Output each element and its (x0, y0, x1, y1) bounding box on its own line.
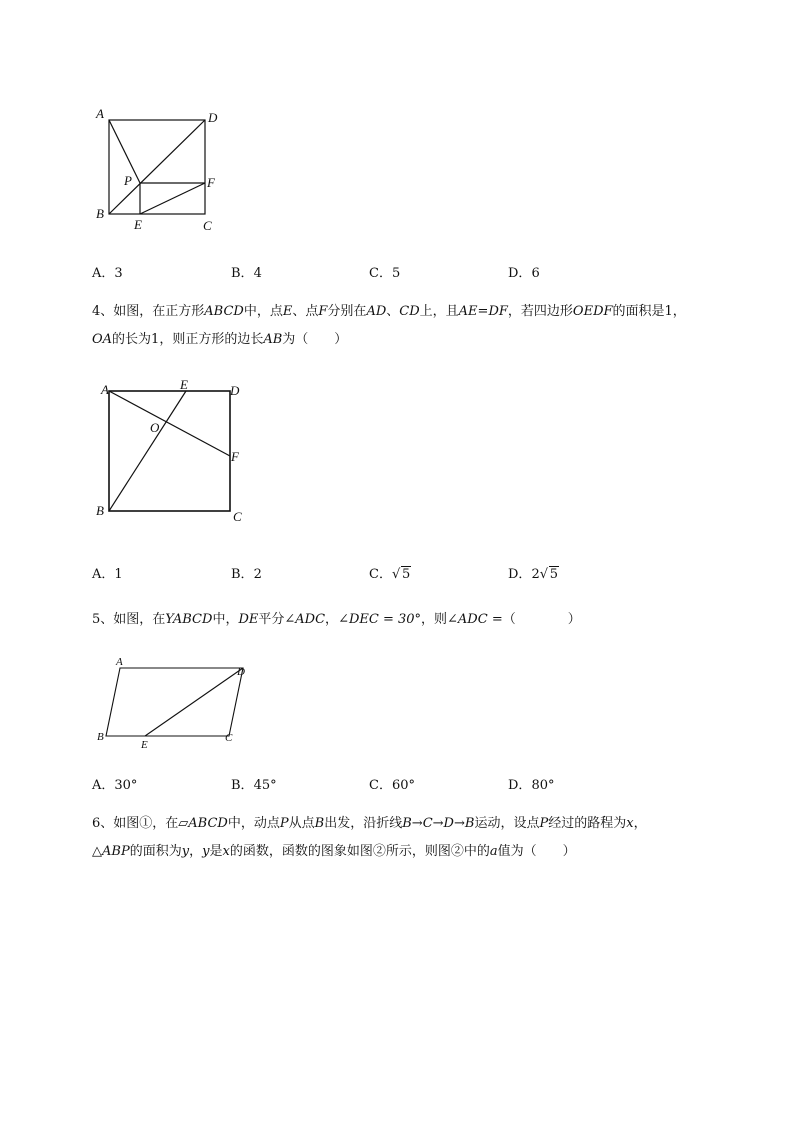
q3-label-c: C (203, 218, 212, 233)
q4-label-o: O (150, 420, 160, 435)
q6-line2: △ABP的面积为y，y是x的函数，函数的图象如图②所示，则图②中的a值为（ ） (92, 844, 576, 859)
q5-choice-b[interactable]: B．45° (231, 778, 277, 793)
q4-label-d: D (230, 383, 240, 398)
q3-choice-c[interactable]: C．5 (369, 266, 401, 281)
q4-label-f: F (231, 449, 239, 464)
q5-label-d: D (237, 666, 245, 678)
q4-choice-d[interactable]: D．2√ 5 (508, 563, 559, 582)
q5-segment-de (145, 668, 243, 736)
q4-choice-b[interactable]: B．2 (231, 567, 262, 582)
q5-line1: 5、如图，在YABCD中，DE平分∠ADC，∠DEC = 30°，则∠ADC =（ ） (92, 612, 581, 627)
q4-choice-a[interactable]: A．1 (92, 567, 123, 582)
q3-label-e: E (134, 217, 142, 232)
q3-label-b: B (96, 206, 104, 221)
q4-segment-af (109, 391, 230, 456)
q5-parallelogram (106, 668, 243, 736)
q5-label-b: B (97, 731, 104, 743)
q4-stem (92, 298, 742, 354)
q4-label-b: B (96, 503, 104, 518)
q5-stem (92, 606, 742, 634)
q3-figure (90, 105, 230, 235)
q4-figure-svg (92, 378, 252, 528)
q6-line1: 6、如图①，在▱ABCD中，动点P从点B出发，沿折线B→C→D→B运动，设点P经过的路程为x， (92, 816, 647, 831)
q4-label-a: A (101, 382, 109, 397)
q5-choices (92, 774, 612, 794)
q3-label-d: D (208, 110, 218, 125)
q4-line2: OA的长为1，则正方形的边长AB为（ ） (92, 332, 348, 347)
q5-figure (92, 655, 252, 750)
q4-square (109, 391, 230, 511)
q5-choice-a[interactable]: A．30° (92, 778, 138, 793)
q3-label-p: P (124, 173, 132, 188)
q3-diagonal-bd (109, 120, 205, 214)
q5-label-c: C (225, 732, 233, 744)
q4-segment-be (109, 391, 186, 511)
q5-choice-c[interactable]: C．60° (369, 778, 415, 793)
q3-segment-ef (140, 183, 205, 214)
q3-choice-b[interactable]: B．4 (231, 266, 262, 281)
q4-choices (92, 563, 612, 583)
q4-choice-c[interactable]: C．√ 5 (369, 563, 411, 582)
q3-label-f: F (207, 175, 215, 190)
q5-choice-d[interactable]: D．80° (508, 778, 555, 793)
q3-label-a: A (96, 106, 104, 121)
q4-label-c: C (233, 509, 242, 524)
q3-choice-d[interactable]: D．6 (508, 266, 540, 281)
q4-line1: 4、如图，在正方形ABCD中，点E、点F分别在AD、CD上，且AE=DF，若四边形OEDF的面积是1， (92, 304, 686, 319)
q5-figure-svg (92, 655, 252, 750)
q5-label-e: E (141, 739, 148, 751)
q5-label-a: A (116, 656, 123, 668)
q3-choices (92, 262, 612, 282)
q4-label-e: E (180, 377, 188, 392)
q3-figure-svg (90, 105, 230, 235)
q3-choice-a[interactable]: A．3 (92, 266, 123, 281)
q4-figure (92, 378, 252, 528)
q6-stem (92, 810, 742, 866)
